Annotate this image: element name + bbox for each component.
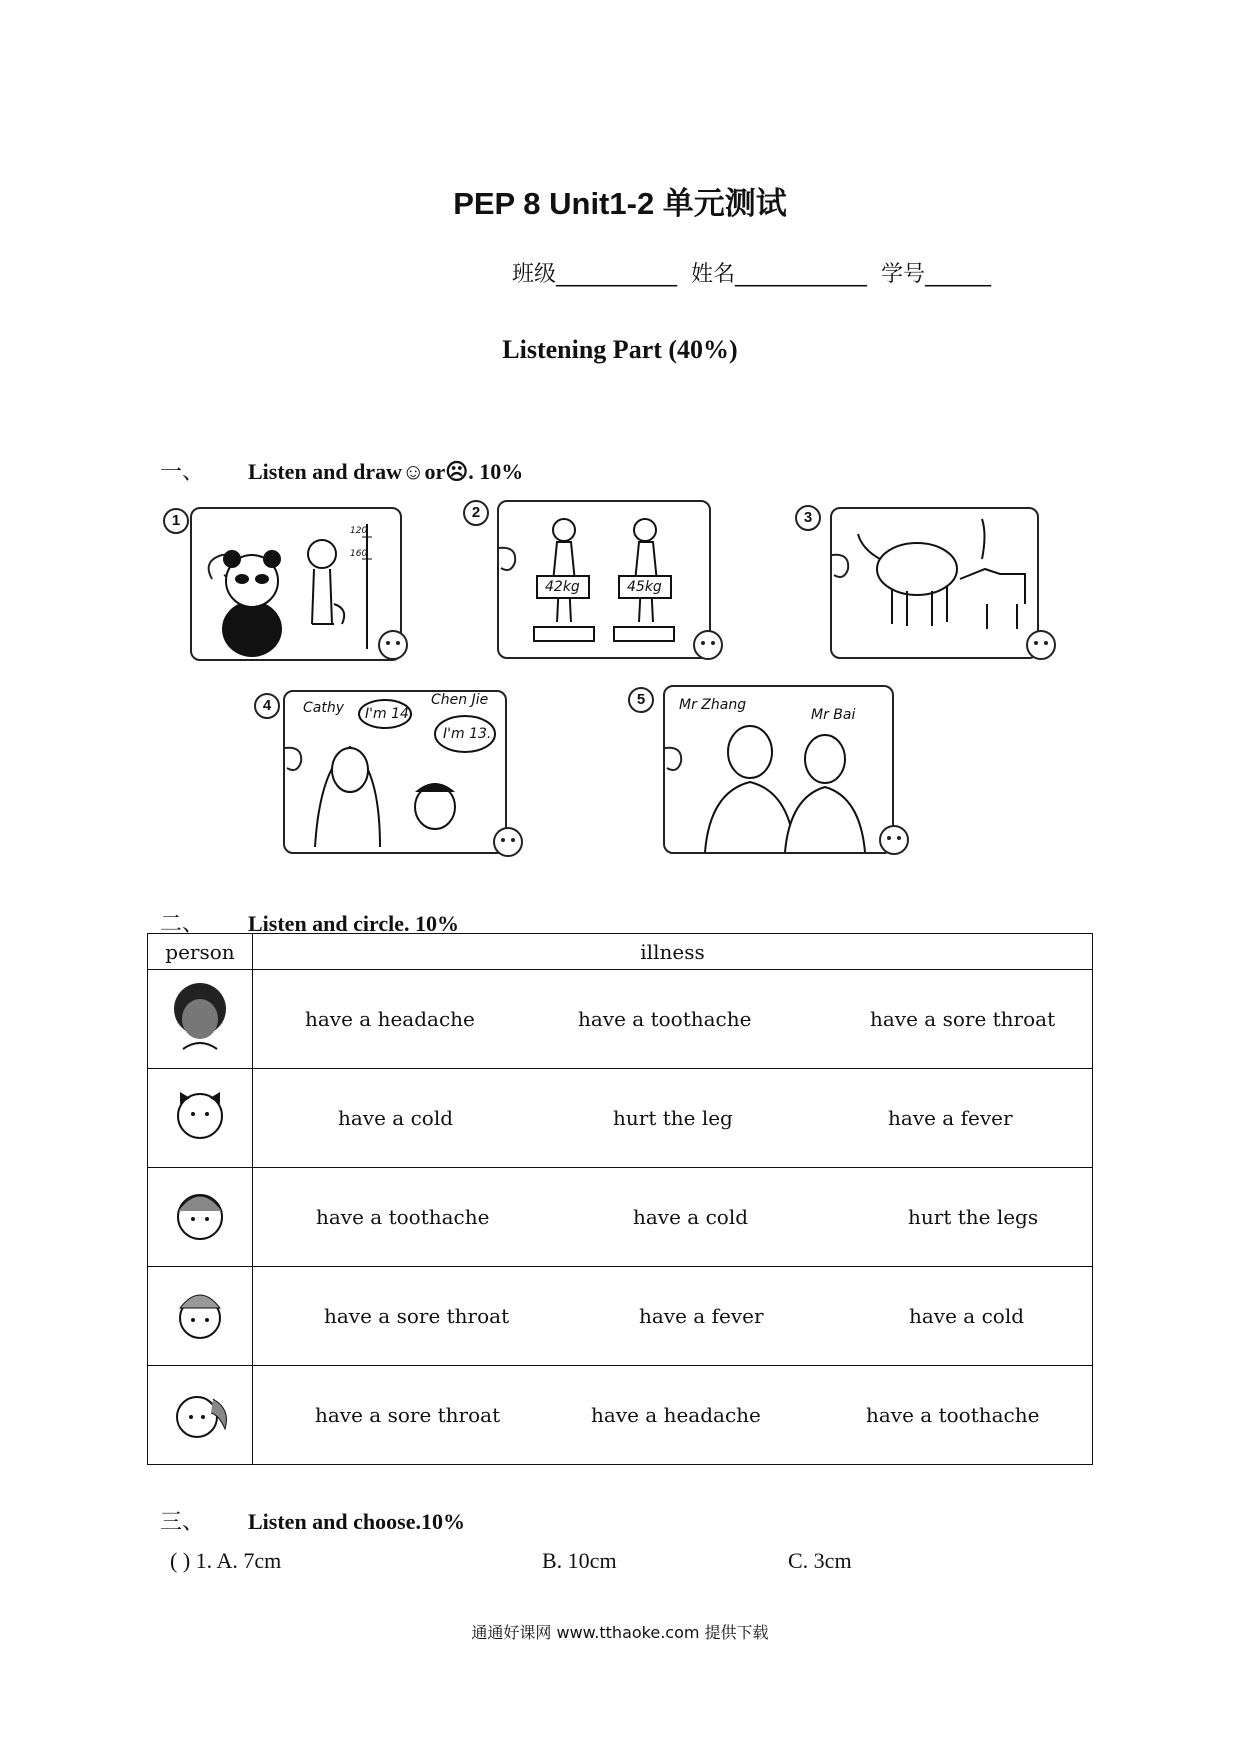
illness-options-cell xyxy=(253,970,1093,1069)
picture-card-1 xyxy=(190,507,402,661)
weight-label-42kg: 42kg xyxy=(545,579,580,595)
page-title: PEP 8 Unit1-2 单元测试 xyxy=(453,186,787,221)
option-headache[interactable]: have a headache xyxy=(591,1403,761,1427)
section1-number: 一、 xyxy=(160,460,205,485)
name-label: 姓名 xyxy=(691,262,736,287)
label-mr-bai: Mr Bai xyxy=(811,707,856,723)
person-portrait-cell xyxy=(148,1267,253,1366)
question-1-option-b[interactable]: B. 10cm xyxy=(542,1548,617,1573)
option-fever[interactable]: have a fever xyxy=(888,1106,1013,1130)
speech-im-13: I'm 13. xyxy=(443,726,492,742)
number-blank: ______ xyxy=(925,262,992,287)
option-sore-throat[interactable]: have a sore throat xyxy=(324,1304,510,1328)
question-1-option-a[interactable]: ( ) 1. A. 7cm xyxy=(170,1548,282,1573)
picture-card-5 xyxy=(663,685,894,854)
girl-ponytail-portrait xyxy=(165,1375,235,1451)
option-sore-throat[interactable]: have a sore throat xyxy=(315,1403,501,1427)
blank-face-icon[interactable] xyxy=(693,630,723,660)
class-label: 班级 xyxy=(512,262,557,287)
option-hurt-legs[interactable]: hurt the legs xyxy=(908,1205,1039,1229)
option-hurt-leg[interactable]: hurt the leg xyxy=(613,1106,733,1130)
card-number-2: 2 xyxy=(463,500,489,526)
section2-number: 二、 xyxy=(160,912,205,937)
girl-with-bow-portrait xyxy=(165,1078,235,1154)
speech-im-14: I'm 14. xyxy=(365,706,414,722)
girls-on-scales-illustration xyxy=(499,502,709,657)
card-number-3: 3 xyxy=(795,505,821,531)
height-mark-160: 160 xyxy=(350,549,368,559)
height-mark-120: 120 xyxy=(350,526,368,536)
table-row xyxy=(148,970,1093,1069)
blank-face-icon[interactable] xyxy=(879,825,909,855)
number-label: 学号 xyxy=(881,262,926,287)
table-row xyxy=(148,1267,1093,1366)
boy-curly-hair-portrait xyxy=(165,979,235,1055)
section3-title: Listen and choose.10% xyxy=(248,1509,465,1534)
table-row xyxy=(148,1069,1093,1168)
blank-face-icon[interactable] xyxy=(493,827,523,857)
footer-credit: 通通好课网 www.tthaoke.com 提供下载 xyxy=(471,1623,769,1642)
option-cold[interactable]: have a cold xyxy=(633,1205,749,1229)
col-person-header: person xyxy=(148,934,253,970)
blank-face-icon[interactable] xyxy=(1026,630,1056,660)
label-mr-zhang: Mr Zhang xyxy=(679,697,747,713)
section3-heading xyxy=(160,1505,465,1536)
speaker-chen-jie: Chen Jie xyxy=(431,692,489,708)
section2-title: Listen and circle. 10% xyxy=(248,911,460,936)
option-toothache[interactable]: have a toothache xyxy=(866,1403,1040,1427)
option-headache[interactable]: have a headache xyxy=(305,1007,475,1031)
student-info xyxy=(512,257,991,288)
option-cold[interactable]: have a cold xyxy=(909,1304,1025,1328)
illness-options-cell xyxy=(253,1168,1093,1267)
table-header-row xyxy=(148,934,1093,970)
picture-card-4 xyxy=(283,690,507,854)
person-portrait-cell xyxy=(148,1168,253,1267)
illness-options-cell xyxy=(253,1267,1093,1366)
question-1-option-c[interactable]: C. 3cm xyxy=(788,1548,852,1573)
col-illness-header: illness xyxy=(253,934,1093,970)
blank-face-icon[interactable] xyxy=(378,630,408,660)
weight-label-45kg: 45kg xyxy=(627,579,662,595)
section1-heading xyxy=(160,455,523,486)
elephant-horse-illustration xyxy=(832,509,1037,657)
option-cold[interactable]: have a cold xyxy=(338,1106,454,1130)
card-number-4: 4 xyxy=(254,693,280,719)
table-row xyxy=(148,1168,1093,1267)
person-portrait-cell xyxy=(148,1069,253,1168)
class-blank: ___________ xyxy=(556,262,678,287)
table-row xyxy=(148,1366,1093,1465)
boy-short-hair-portrait xyxy=(165,1177,235,1253)
illness-options-cell xyxy=(253,1366,1093,1465)
option-toothache[interactable]: have a toothache xyxy=(316,1205,490,1229)
person-portrait-cell xyxy=(148,1366,253,1465)
picture-card-3 xyxy=(830,507,1039,659)
option-sore-throat[interactable]: have a sore throat xyxy=(870,1007,1056,1031)
speaker-cathy: Cathy xyxy=(303,700,345,716)
picture-card-2 xyxy=(497,500,711,659)
section1-title: Listen and draw☺or☹. 10% xyxy=(248,459,524,484)
option-toothache[interactable]: have a toothache xyxy=(578,1007,752,1031)
option-fever[interactable]: have a fever xyxy=(639,1304,764,1328)
name-blank: ____________ xyxy=(735,262,868,287)
section-subtitle: Listening Part (40%) xyxy=(502,335,738,364)
illness-options-cell xyxy=(253,1069,1093,1168)
person-portrait-cell xyxy=(148,970,253,1069)
illness-table xyxy=(147,933,1093,1465)
section3-number: 三、 xyxy=(160,1510,205,1535)
card-number-5: 5 xyxy=(628,687,654,713)
boy-with-cap-portrait xyxy=(165,1276,235,1352)
panda-monkey-illustration xyxy=(192,509,400,659)
card-number-1: 1 xyxy=(163,508,189,534)
